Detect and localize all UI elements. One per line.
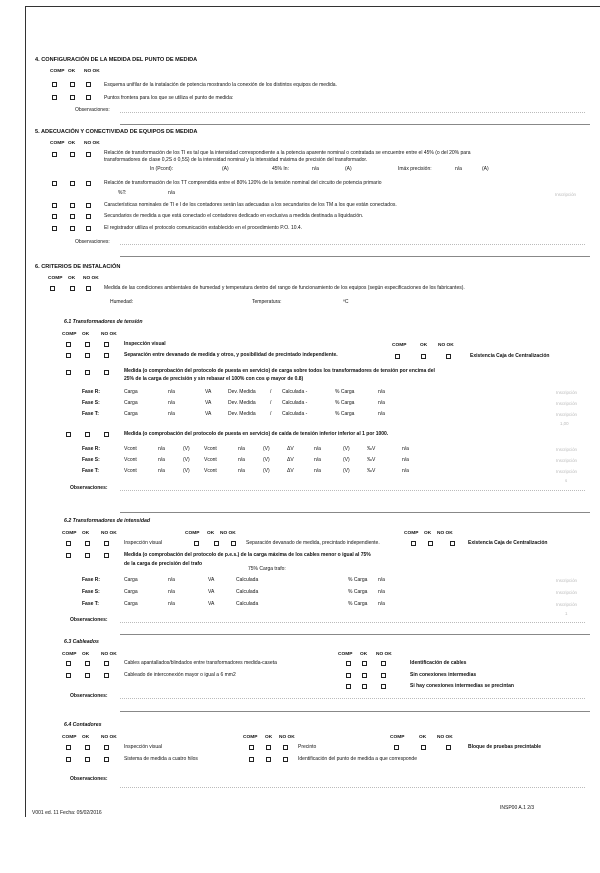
checkbox-comp[interactable] <box>66 673 71 678</box>
checkbox-comp[interactable] <box>52 203 57 208</box>
divider <box>120 634 590 635</box>
checkbox-ok[interactable] <box>70 226 75 231</box>
checkbox-ok[interactable] <box>266 745 271 750</box>
load-value: n/a <box>168 589 175 595</box>
divider <box>120 711 590 712</box>
checkbox-nook[interactable] <box>446 354 451 359</box>
s62-item-1: Inspección visual <box>124 540 163 546</box>
pct-load-value: n/a <box>378 577 385 583</box>
pct-load-value: n/a <box>378 601 385 607</box>
load-unit: VA <box>208 589 215 595</box>
load-value: n/a <box>168 601 175 607</box>
section-5-title: 5. ADECUACIÓN Y CONECTIVIDAD DE EQUIPOS DE MEDIDA <box>35 129 198 135</box>
load-unit: VA <box>205 400 212 406</box>
calc-label: Calculada <box>236 577 259 583</box>
in-unit: (A) <box>222 166 229 172</box>
checkbox-nook[interactable] <box>283 745 288 750</box>
pct-load-value: n/a <box>378 400 385 406</box>
observations-field[interactable] <box>120 112 585 113</box>
checkbox-comp[interactable] <box>52 214 57 219</box>
col-comp: COMP <box>404 531 419 536</box>
checkbox-comp[interactable] <box>346 673 351 678</box>
dev-label: Dev. Medida <box>228 389 256 395</box>
in-label: In (Pcont): <box>150 166 174 172</box>
checkbox-ok[interactable] <box>85 432 90 437</box>
checkbox-nook[interactable] <box>104 370 109 375</box>
imax-value: n/a <box>455 166 462 172</box>
col-nook: NO OK <box>101 531 117 536</box>
checkbox-ok[interactable] <box>70 181 75 186</box>
col-comp: COMP <box>48 276 63 281</box>
pct-load-label: % Carga <box>348 577 368 583</box>
unit-v: (V) <box>343 457 350 463</box>
phase-label: Fase T: <box>82 601 99 607</box>
calc-label: Calculada - <box>282 389 308 395</box>
checkbox-comp[interactable] <box>394 745 399 750</box>
checkbox-comp[interactable] <box>66 661 71 666</box>
s61-item-2: Separación entre devanado de medida y otros, y posibilidad de precintado independiente. <box>124 352 338 358</box>
faint-text: 1,00 <box>560 421 569 426</box>
pct-load-label: % Carga <box>335 400 355 406</box>
phase-label: Fase R: <box>82 577 101 583</box>
s63-right-3: Si hay conexiones intermedias se precintan <box>410 683 514 689</box>
permil-v-value: n/a <box>402 468 409 474</box>
delta-v-label: ΔV <box>287 457 294 463</box>
s62-item-2: Separación devanado de medida, precintado independiente. <box>246 540 380 546</box>
faint-text: s <box>565 478 568 483</box>
col-ok: OK <box>207 531 215 536</box>
checkbox-nook[interactable] <box>104 432 109 437</box>
unit-v: (V) <box>343 446 350 452</box>
checkbox-ok[interactable] <box>421 745 426 750</box>
col-comp: COMP <box>185 531 200 536</box>
vcont-label: Vcont <box>124 457 137 463</box>
footer-doc-code: INSP00 A.1 2/3 <box>500 805 535 811</box>
col-ok: OK <box>82 652 90 657</box>
checkbox-comp[interactable] <box>395 354 400 359</box>
checkbox-ok[interactable] <box>70 95 75 100</box>
col-nook: NO OK <box>220 531 236 536</box>
col-nook: NO OK <box>84 69 100 74</box>
col-comp: COMP <box>338 652 353 657</box>
load-label: Carga <box>124 577 138 583</box>
slash: / <box>270 400 272 406</box>
checkbox-nook[interactable] <box>86 82 91 87</box>
sec6-item-1: Medida de las condiciones ambientales de humedad y temperatura dentro del rango de funcionamiento de los equipos (según especificaciones de los fabricantes). <box>104 285 465 291</box>
checkbox-nook[interactable] <box>104 353 109 358</box>
col-nook: NO OK <box>83 276 99 281</box>
vcont-value: n/a <box>238 457 245 463</box>
s61-item-4: Medida (o comprobación del protocolo de puesta en servicio) de caída de tensión inferior inferior al 1 por 1000. <box>124 431 389 437</box>
col-ok: OK <box>82 531 90 536</box>
faint-text: 1 <box>565 611 568 616</box>
checkbox-comp[interactable] <box>66 541 71 546</box>
faint-text: Inscripción <box>556 390 577 395</box>
s63-item-1: Cables apantallados/blindados entre transformadores medida-caseta <box>124 660 277 666</box>
checkbox-comp[interactable] <box>346 661 351 666</box>
vcont-label: Vcont <box>124 446 137 452</box>
subsection-6-2-title: 6.2 Transformadores de intensidad <box>64 518 151 524</box>
col-ok: OK <box>419 735 427 740</box>
col-comp: COMP <box>62 332 77 337</box>
checkbox-ok[interactable] <box>421 354 426 359</box>
load-value: n/a <box>168 577 175 583</box>
pct-label: 45% In: <box>272 166 289 172</box>
col-comp: COMP <box>243 735 258 740</box>
unit-v: (V) <box>263 457 270 463</box>
footer-version: V001 ed. 11 Fecha: 05/02/2016 <box>32 810 102 816</box>
checkbox-nook[interactable] <box>104 342 109 347</box>
pt-label: %T: <box>118 190 127 196</box>
checkbox-nook[interactable] <box>283 757 288 762</box>
checkbox-nook[interactable] <box>86 181 91 186</box>
checkbox-comp[interactable] <box>346 684 351 689</box>
checkbox-comp[interactable] <box>52 95 57 100</box>
sec5-item-3: Características nominales de TI e I de los contadores serán las adecuadas a los secundarios de los TM a los que están conectados. <box>104 202 397 208</box>
unit-v: (V) <box>183 468 190 474</box>
pct-load-label: % Carga <box>348 601 368 607</box>
checkbox-ok[interactable] <box>70 203 75 208</box>
checkbox-nook[interactable] <box>86 226 91 231</box>
checkbox-comp[interactable] <box>66 342 71 347</box>
s64-item-1: Inspección visual <box>124 744 163 750</box>
col-ok: OK <box>420 343 428 348</box>
calc-label: Calculada <box>236 601 259 607</box>
col-nook: NO OK <box>438 343 454 348</box>
temperature-label: Temperatura: <box>252 299 282 305</box>
checkbox-comp[interactable] <box>66 757 71 762</box>
pct-load-label: % Carga <box>348 589 368 595</box>
load-label: Carga <box>124 589 138 595</box>
section-4-title: 4. CONFIGURACIÓN DE LA MEDIDA DEL PUNTO DE MEDIDA <box>35 57 198 63</box>
observations-field[interactable] <box>120 622 585 623</box>
s64-item-2: Sistema de medida a cuatro hilos <box>124 756 198 762</box>
permil-v-label: ‰V <box>367 457 376 463</box>
sec4-item-1: Esquema unifilar de la instalación de potencia mostrando la conexión de los distintos equipos de medida. <box>104 82 337 88</box>
checkbox-comp[interactable] <box>66 432 71 437</box>
s63-right-1: Identificación de cables <box>410 660 467 666</box>
col-nook: NO OK <box>84 141 100 146</box>
s64-mid-2: Identificación del punto de medida a que corresponde <box>298 756 417 762</box>
checkbox-nook[interactable] <box>104 745 109 750</box>
slash: / <box>270 389 272 395</box>
s62-item-3b: de la carga de precisión del trafo <box>124 561 203 567</box>
checkbox-nook[interactable] <box>446 745 451 750</box>
checkbox-ok[interactable] <box>85 353 90 358</box>
checkbox-nook[interactable] <box>104 757 109 762</box>
vcont-label: Vcont <box>204 468 217 474</box>
unit-v: (V) <box>183 446 190 452</box>
col-ok: OK <box>265 735 273 740</box>
faint-text: Inscripción <box>556 602 577 607</box>
checkbox-comp[interactable] <box>66 553 71 558</box>
vcont-label: Vcont <box>204 457 217 463</box>
checkbox-nook[interactable] <box>381 661 386 666</box>
dev-label: Dev. Medida <box>228 411 256 417</box>
checkbox-comp[interactable] <box>52 226 57 231</box>
col-nook: NO OK <box>376 652 392 657</box>
load-unit: VA <box>208 601 215 607</box>
subsection-6-1-title: 6.1 Transformadores de tensión <box>64 319 143 325</box>
checkbox-nook[interactable] <box>104 541 109 546</box>
load-unit: VA <box>208 577 215 583</box>
phase-label: Fase R: <box>82 389 101 395</box>
load-value: n/a <box>168 389 175 395</box>
checkbox-comp[interactable] <box>411 541 416 546</box>
checkbox-comp[interactable] <box>249 745 254 750</box>
checkbox-nook[interactable] <box>86 95 91 100</box>
pct-load-value: n/a <box>378 589 385 595</box>
checkbox-nook[interactable] <box>450 541 455 546</box>
checkbox-ok[interactable] <box>362 673 367 678</box>
load-label: Carga <box>124 400 138 406</box>
s61-item-3b: 25% de la carga de precisión y sin rebasar el 100% con cos φ mayor de 0.8) <box>124 376 304 382</box>
load-unit: VA <box>205 411 212 417</box>
col-ok: OK <box>68 69 76 74</box>
checkbox-ok[interactable] <box>85 370 90 375</box>
subsection-6-3-title: 6.3 Cableados <box>64 639 99 645</box>
col-nook: NO OK <box>101 652 117 657</box>
divider <box>120 124 590 125</box>
load-label: Carga <box>124 411 138 417</box>
checkbox-comp[interactable] <box>194 541 199 546</box>
phase-label: Fase T: <box>82 411 99 417</box>
permil-v-label: ‰V <box>367 446 376 452</box>
observations-label: Observaciones: <box>75 239 110 245</box>
page-frame <box>25 6 600 817</box>
col-comp: COMP <box>50 141 65 146</box>
s63-right-2: Sin conexiones intermedias <box>410 672 477 678</box>
observations-field[interactable] <box>120 490 585 491</box>
imax-unit: (A) <box>482 166 489 172</box>
observations-field[interactable] <box>120 244 585 245</box>
checkbox-comp[interactable] <box>66 370 71 375</box>
col-comp: COMP <box>62 735 77 740</box>
section-6-title: 6. CRITERIOS DE INSTALACIÓN <box>35 264 121 270</box>
s64-right-1: Bloque de pruebas precintable <box>468 744 542 750</box>
checkbox-nook[interactable] <box>104 553 109 558</box>
checkbox-ok[interactable] <box>85 553 90 558</box>
checkbox-comp[interactable] <box>249 757 254 762</box>
delta-v-value: n/a <box>314 468 321 474</box>
checkbox-comp[interactable] <box>52 181 57 186</box>
s63-item-2: Cableado de interconexión mayor o igual a 6 mm2 <box>124 672 236 678</box>
vcont-label: Vcont <box>124 468 137 474</box>
pt-value: n/a <box>168 190 175 196</box>
col-ok: OK <box>360 652 368 657</box>
faint-text: Inscripción <box>556 590 577 595</box>
calc-label: Calculada - <box>282 400 308 406</box>
col-ok: OK <box>424 531 432 536</box>
checkbox-ok[interactable] <box>85 757 90 762</box>
phase-label: Fase T: <box>82 468 99 474</box>
phase-label: Fase R: <box>82 446 101 452</box>
observations-label: Observaciones: <box>75 107 110 113</box>
checkbox-ok[interactable] <box>428 541 433 546</box>
s64-mid-1: Precinto <box>298 744 317 750</box>
checkbox-ok[interactable] <box>70 286 75 291</box>
s61-item-1: Inspección visual <box>124 341 166 347</box>
pct-load-label: % Carga <box>335 389 355 395</box>
unit-v: (V) <box>263 468 270 474</box>
pct-unit: (A) <box>345 166 352 172</box>
sec5-item-4: Secundarios de medida a que está conectado el contadores dedicado en exclusiva a medida destinada a liquidación. <box>104 213 364 219</box>
checkbox-ok[interactable] <box>85 541 90 546</box>
load-label: Carga <box>124 389 138 395</box>
col-nook: NO OK <box>101 332 117 337</box>
s62-item-3c: 75% Carga trafo: <box>248 566 286 572</box>
checkbox-nook[interactable] <box>104 673 109 678</box>
observations-field[interactable] <box>120 698 585 699</box>
checkbox-nook[interactable] <box>86 286 91 291</box>
checkbox-nook[interactable] <box>86 203 91 208</box>
pct-load-label: % Carga <box>335 411 355 417</box>
checkbox-ok[interactable] <box>85 745 90 750</box>
vcont-value: n/a <box>158 446 165 452</box>
pct-load-value: n/a <box>378 389 385 395</box>
checkbox-ok[interactable] <box>85 673 90 678</box>
faint-text: Inscripción <box>556 458 577 463</box>
sec5-item-1a: Relación de transformación de los TI es tal que la intensidad correspondiente a la potencia aparente nominal o contratada se encuentre entre el 45% (o del 20% para <box>104 150 471 156</box>
calc-label: Calculada <box>236 589 259 595</box>
sec5-item-2: Relación de transformación de los TT comprendida entre el 80% 120% de la tensión nominal del circuito de potencia primario <box>104 180 382 186</box>
col-comp: COMP <box>50 69 65 74</box>
faint-text: Inscripción <box>556 447 577 452</box>
col-ok: OK <box>68 141 76 146</box>
checkbox-ok[interactable] <box>70 82 75 87</box>
checkbox-ok[interactable] <box>85 342 90 347</box>
vcont-value: n/a <box>158 468 165 474</box>
col-nook: NO OK <box>437 735 453 740</box>
permil-v-value: n/a <box>402 457 409 463</box>
checkbox-ok[interactable] <box>214 541 219 546</box>
checkbox-nook[interactable] <box>86 152 91 157</box>
faint-text: Inscripción <box>556 401 577 406</box>
checkbox-ok[interactable] <box>266 757 271 762</box>
checkbox-comp[interactable] <box>66 353 71 358</box>
humidity-label: Humedad: <box>110 299 134 305</box>
checkbox-comp[interactable] <box>66 745 71 750</box>
subsection-6-4-title: 6.4 Contadores <box>64 722 102 728</box>
vcont-value: n/a <box>158 457 165 463</box>
s61-right-item: Existencia Caja de Centralización <box>470 353 550 359</box>
load-label: Carga <box>124 601 138 607</box>
checkbox-ok[interactable] <box>70 214 75 219</box>
s62-item-3a: Medida (o comprobación del protocolo de p.e.s.) de la carga máxima de los cables menor o igual al 75% <box>124 552 371 558</box>
checkbox-ok[interactable] <box>362 661 367 666</box>
s61-item-3a: Medida (o comprobación del protocolo de puesta en servicio) de carga sobre todos los transformadores de tensión por encima del <box>124 368 435 374</box>
faint-text: Inscripción <box>556 412 577 417</box>
col-comp: COMP <box>62 531 77 536</box>
sec5-item-5: El registrador utiliza el protocolo comunicación establecido en el procedimiento P.O. 10.4. <box>104 225 303 231</box>
observations-field[interactable] <box>120 787 585 788</box>
col-nook: NO OK <box>279 735 295 740</box>
observations-label: Observaciones: <box>70 485 108 491</box>
imax-label: Imáx precisión: <box>398 166 432 172</box>
checkbox-nook[interactable] <box>381 684 386 689</box>
phase-label: Fase S: <box>82 589 100 595</box>
vcont-value: n/a <box>238 468 245 474</box>
pct-value: n/a <box>312 166 319 172</box>
sec4-item-2: Puntos frontera para los que se utiliza el punto de medida: <box>104 95 234 101</box>
col-comp: COMP <box>390 735 405 740</box>
checkbox-nook[interactable] <box>104 661 109 666</box>
delta-v-value: n/a <box>314 457 321 463</box>
vcont-value: n/a <box>238 446 245 452</box>
checkbox-comp[interactable] <box>50 286 55 291</box>
faint-text: Inscripción <box>555 192 576 197</box>
col-ok: OK <box>68 276 76 281</box>
temperature-unit: ºC <box>343 299 349 305</box>
checkbox-nook[interactable] <box>86 214 91 219</box>
slash: / <box>270 411 272 417</box>
delta-v-value: n/a <box>314 446 321 452</box>
col-ok: OK <box>82 735 90 740</box>
checkbox-comp[interactable] <box>52 82 57 87</box>
permil-v-value: n/a <box>402 446 409 452</box>
vcont-label: Vcont <box>204 446 217 452</box>
checkbox-ok[interactable] <box>85 661 90 666</box>
load-unit: VA <box>205 389 212 395</box>
unit-v: (V) <box>263 446 270 452</box>
divider <box>120 256 590 257</box>
checkbox-nook[interactable] <box>231 541 236 546</box>
sec5-item-1b: transformadores de clase 0,2S ó 0,5S) de la intensidad nominal y la intensidad máxima de precisión del transformador. <box>104 157 368 163</box>
checkbox-ok[interactable] <box>70 152 75 157</box>
divider <box>120 512 590 513</box>
col-nook: NO OK <box>437 531 453 536</box>
observations-label: Observaciones: <box>70 617 108 623</box>
faint-text: Inscripción <box>556 469 577 474</box>
load-value: n/a <box>168 400 175 406</box>
observations-label: Observaciones: <box>70 693 108 699</box>
load-value: n/a <box>168 411 175 417</box>
delta-v-label: ΔV <box>287 468 294 474</box>
col-comp: COMP <box>62 652 77 657</box>
permil-v-label: ‰V <box>367 468 376 474</box>
faint-text: Inscripción <box>556 578 577 583</box>
calc-label: Calculada - <box>282 411 308 417</box>
pct-load-value: n/a <box>378 411 385 417</box>
checkbox-comp[interactable] <box>52 152 57 157</box>
checkbox-nook[interactable] <box>381 673 386 678</box>
checkbox-ok[interactable] <box>362 684 367 689</box>
phase-label: Fase S: <box>82 400 100 406</box>
unit-v: (V) <box>183 457 190 463</box>
dev-label: Dev. Medida <box>228 400 256 406</box>
phase-label: Fase S: <box>82 457 100 463</box>
s62-right-item: Existencia Caja de Centralización <box>468 540 548 546</box>
delta-v-label: ΔV <box>287 446 294 452</box>
col-ok: OK <box>82 332 90 337</box>
col-comp: COMP <box>392 343 407 348</box>
unit-v: (V) <box>343 468 350 474</box>
observations-label: Observaciones: <box>70 776 108 782</box>
col-nook: NO OK <box>101 735 117 740</box>
